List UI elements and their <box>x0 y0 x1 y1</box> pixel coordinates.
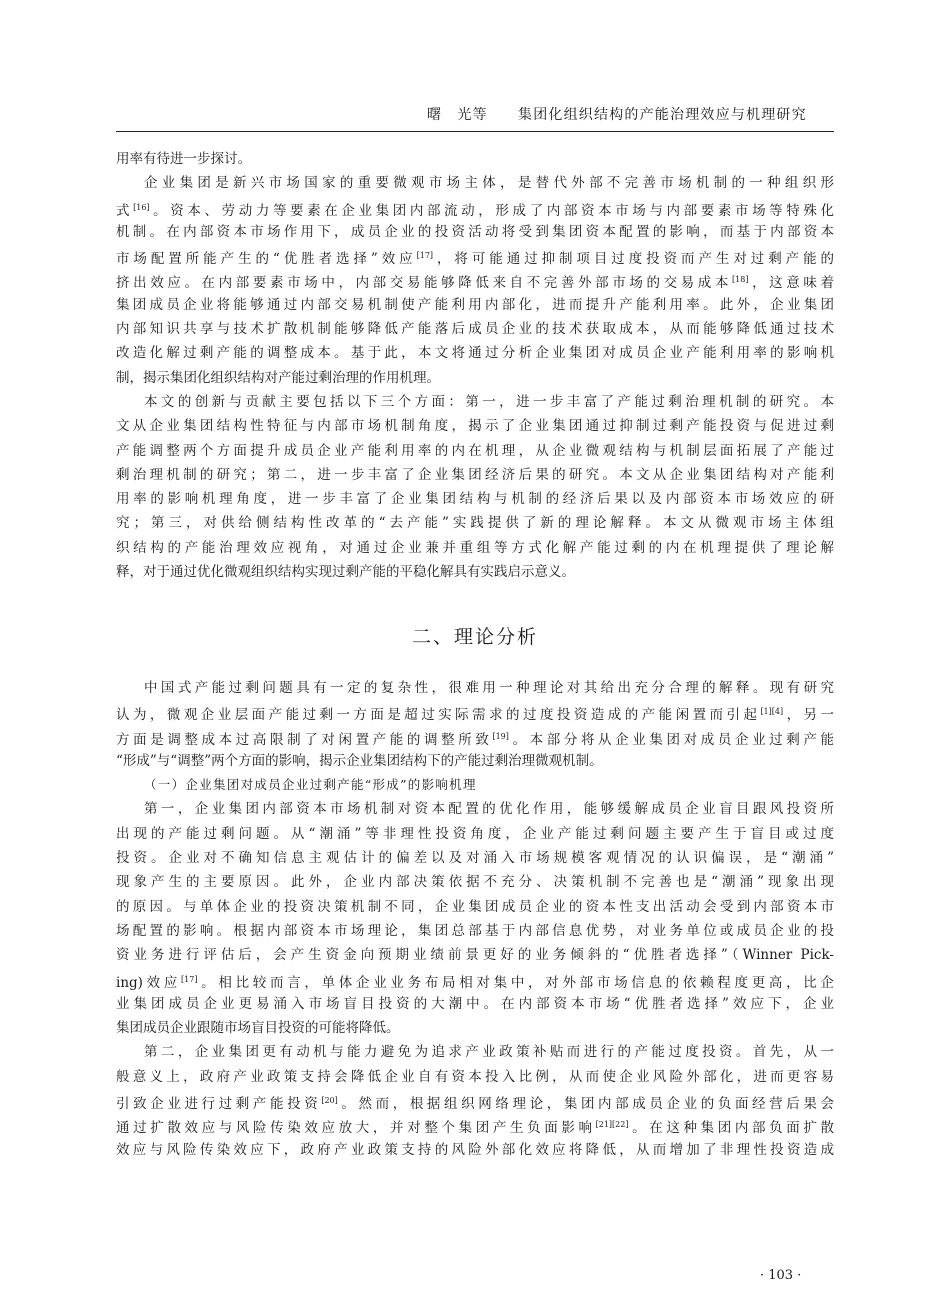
text-line: ing)效应[17]。相比较而言，单体企业业务布局相对集中，对外部市场信息的依赖程度更高，比企 <box>116 974 834 991</box>
text-line: 的原因。与单体企业的投资决策机制不同，企业集团成员企业的资本性支出活动会受到内部资本市 <box>116 898 834 915</box>
body-text-top <box>116 147 834 584</box>
running-header <box>116 104 834 126</box>
text-line: 资业务进行评估后，会产生资金向预期业绩前景更好的业务倾斜的“优胜者选择”（Winner Pick- <box>116 947 834 964</box>
text-line: 用率有待进一步探讨。 <box>116 151 251 167</box>
header-author: 曙 光等 <box>427 107 488 123</box>
text-line: 集团成员企业跟随市场盲目投资的可能将降低。 <box>116 1020 400 1037</box>
text-line: 挤出效应。在内部要素市场中，内部交易能够降低来自不完善外部市场的交易成本[18]，这意味着 <box>116 275 834 292</box>
text-line: 企业集团是新兴市场国家的重要微观市场主体，是替代外部不完善市场机制的一种组织形 <box>144 175 834 192</box>
text-line: 机制。在内部资本市场作用下，成员企业的投资活动将受到集团资本配置的影响，而基于内部资本 <box>116 223 834 240</box>
text-line: 第二，企业集团更有动机与能力避免为追求产业政策补贴而进行的产能过度投资。首先，从一 <box>144 1044 834 1061</box>
text-line: 般意义上，政府产业政策支持会降低企业自有资本投入比例，从而使企业风险外部化，进而更容易 <box>116 1068 834 1085</box>
text-line: 认为，微观企业层面产能过剩一方面是超过实际需求的过度投资造成的产能闲置而引起[1][4]，另一 <box>116 707 834 724</box>
text-line: 通过扩散效应与风险传染效应放大，并对整个集团产生负面影响[21][22]。在这种集团内部负面扩散 <box>116 1120 834 1137</box>
body-text-bottom <box>116 676 834 1162</box>
text-line: 究；第三，对供给侧结构性改革的“去产能”实践提供了新的理论解释。本文从微观市场主体组 <box>116 515 834 532</box>
text-line: 织结构的产能治理效应视角，对通过企业兼并重组等方式化解产能过剩的内在机理提供了理论解 <box>116 539 834 556</box>
text-line: 场配置的影响。根据内部资本市场理论，集团总部基于内部信息优势，对业务单位或成员企业的投 <box>116 922 834 939</box>
text-line: 集团成员企业将能够通过内部交易机制使产能利用内部化，进而提升产能利用率。此外，企业集团 <box>116 296 834 313</box>
text-line: 内部知识共享与技术扩散机制能够降低产能落后成员企业的技术获取成本，从而能够降低通过技术 <box>116 321 834 338</box>
text-line: 出现的产能过剩问题。从“潮涌”等非理性投资角度，企业产能过剩问题主要产生于盲目或过度 <box>116 825 834 842</box>
header-rule <box>116 131 834 132</box>
text-line: （一）企业集团对成员企业过剩产能“形成”的影响机理 <box>144 777 477 793</box>
text-line: 式[16]。资本、劳动力等要素在企业集团内部流动，形成了内部资本市场与内部要素市场等特殊化 <box>116 202 834 219</box>
section-title: 二、理论分析 <box>411 626 538 648</box>
text-line: 制，揭示集团化组织结构对产能过剩治理的作用机理。 <box>116 369 440 386</box>
text-line: 本文的创新与贡献主要包括以下三个方面：第一，进一步丰富了产能过剩治理机制的研究。本 <box>144 393 834 410</box>
text-line: 产能调整两个方面提升成员企业产能利用率的内在机理，从企业微观结构与机制层面拓展了产能过 <box>116 442 834 459</box>
text-line: 改造化解过剩产能的调整成本。基于此，本文将通过分析企业集团对成员企业产能利用率的影响机 <box>116 345 834 362</box>
text-line: 用率的影响机理角度，进一步丰富了企业集团结构与机制的经济后果以及内部资本市场效应的研 <box>116 491 834 508</box>
text-line: 市场配置所能产生的“优胜者选择”效应[17]，将可能通过抑制项目过度投资而产生对过剩产能的 <box>116 251 834 268</box>
text-line: 文从企业集团结构性特征与内部市场机制角度，揭示了企业集团通过抑制过剩产能投资与促进过剩 <box>116 418 834 435</box>
text-line: 业集团成员企业更易涌入市场盲目投资的大潮中。在内部资本市场“优胜者选择”效应下，企业 <box>116 995 834 1012</box>
header-title: 集团化组织结构的产能治理效应与机理研究 <box>518 107 807 123</box>
text-line: 现象产生的主要原因。此外，企业内部决策依据不充分、决策机制不完善也是“潮涌”现象出现 <box>116 874 834 891</box>
page-number: · 103 · <box>760 1268 802 1283</box>
text-line: 投资。企业对不确知信息主观估计的偏差以及对涌入市场规模客观情况的认识偏误，是“潮涌” <box>116 850 834 867</box>
text-line: 剩治理机制的研究；第二，进一步丰富了企业集团经济后果的研究。本文从企业集团结构对产能利 <box>116 466 834 483</box>
text-line: 效应与风险传染效应下，政府产业政策支持的风险外部化效应将降低，从而增加了非理性投资造成 <box>116 1141 834 1158</box>
text-line: 方面是调整成本过高限制了对闲置产能的调整所致[19]。本部分将从企业集团对成员企业过剩产能 <box>116 731 834 748</box>
text-line: 释，对于通过优化微观组织结构实现过剩产能的平稳化解具有实践启示意义。 <box>116 564 575 581</box>
text-line: 引致企业进行过剩产能投资[20]。然而，根据组织网络理论，集团内部成员企业的负面经营后果会 <box>116 1096 834 1113</box>
text-line: 第一，企业集团内部资本市场机制对资本配置的优化作用，能够缓解成员企业盲目跟风投资所 <box>144 801 834 818</box>
text-line: 中国式产能过剩问题具有一定的复杂性，很难用一种理论对其给出充分合理的解释。现有研究 <box>144 680 834 696</box>
text-line: “形成”与“调整”两个方面的影响，揭示企业集团结构下的产能过剩治理微观机制。 <box>116 752 603 769</box>
